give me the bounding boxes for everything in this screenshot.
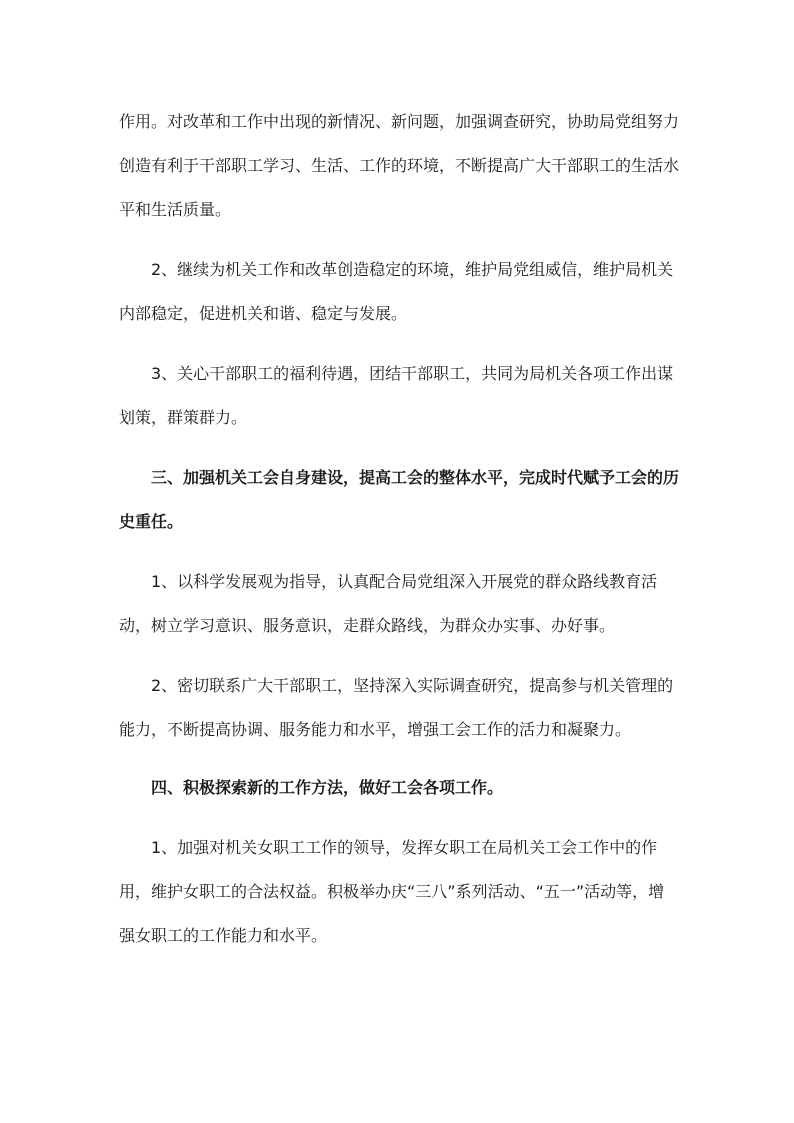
paragraph-continuation: 作用。对改革和工作中出现的新情况、新问题，加强调查研究，协助局党组努力创造有利于干部职工学习、生活、工作的环境，不断提高广大干部职工的生活水平和生活质量。 [119,112,680,219]
document-body [119,100,679,958]
paragraph-section4-item-1: 1、加强对机关女职工工作的领导，发挥女职工在局机关工会工作中的作用，维护女职工的合法权益。积极举办庆“三八”系列活动、“五一”活动等，增强女职工的工作能力和水平。 [119,838,665,945]
section-heading-3: 三、加强机关工会自身建设，提高工会的整体水平，完成时代赋予工会的历史重任。 [119,468,680,531]
section-heading-4: 四、积极探索新的工作方法，做好工会各项工作。 [151,778,504,797]
paragraph-item-3: 3、关心干部职工的福利待遇，团结干部职工，共同为局机关各项工作出谋划策，群策群力。 [119,364,674,427]
paragraph-section3-item-1: 1、以科学发展观为指导，认真配合局党组深入开展党的群众路线教育活动，树立学习意识、服务意识，走群众路线，为群众办实事、办好事。 [119,572,658,635]
paragraph-section3-item-2: 2、密切联系广大干部职工，坚持深入实际调查研究，提高参与机关管理的能力，不断提高协调、服务能力和水平，增强工会工作的活力和凝聚力。 [119,676,674,739]
paragraph-item-2: 2、继续为机关工作和改革创造稳定的环境，维护局党组威信，维护局机关内部稳定，促进机关和谐、稳定与发展。 [119,260,674,323]
